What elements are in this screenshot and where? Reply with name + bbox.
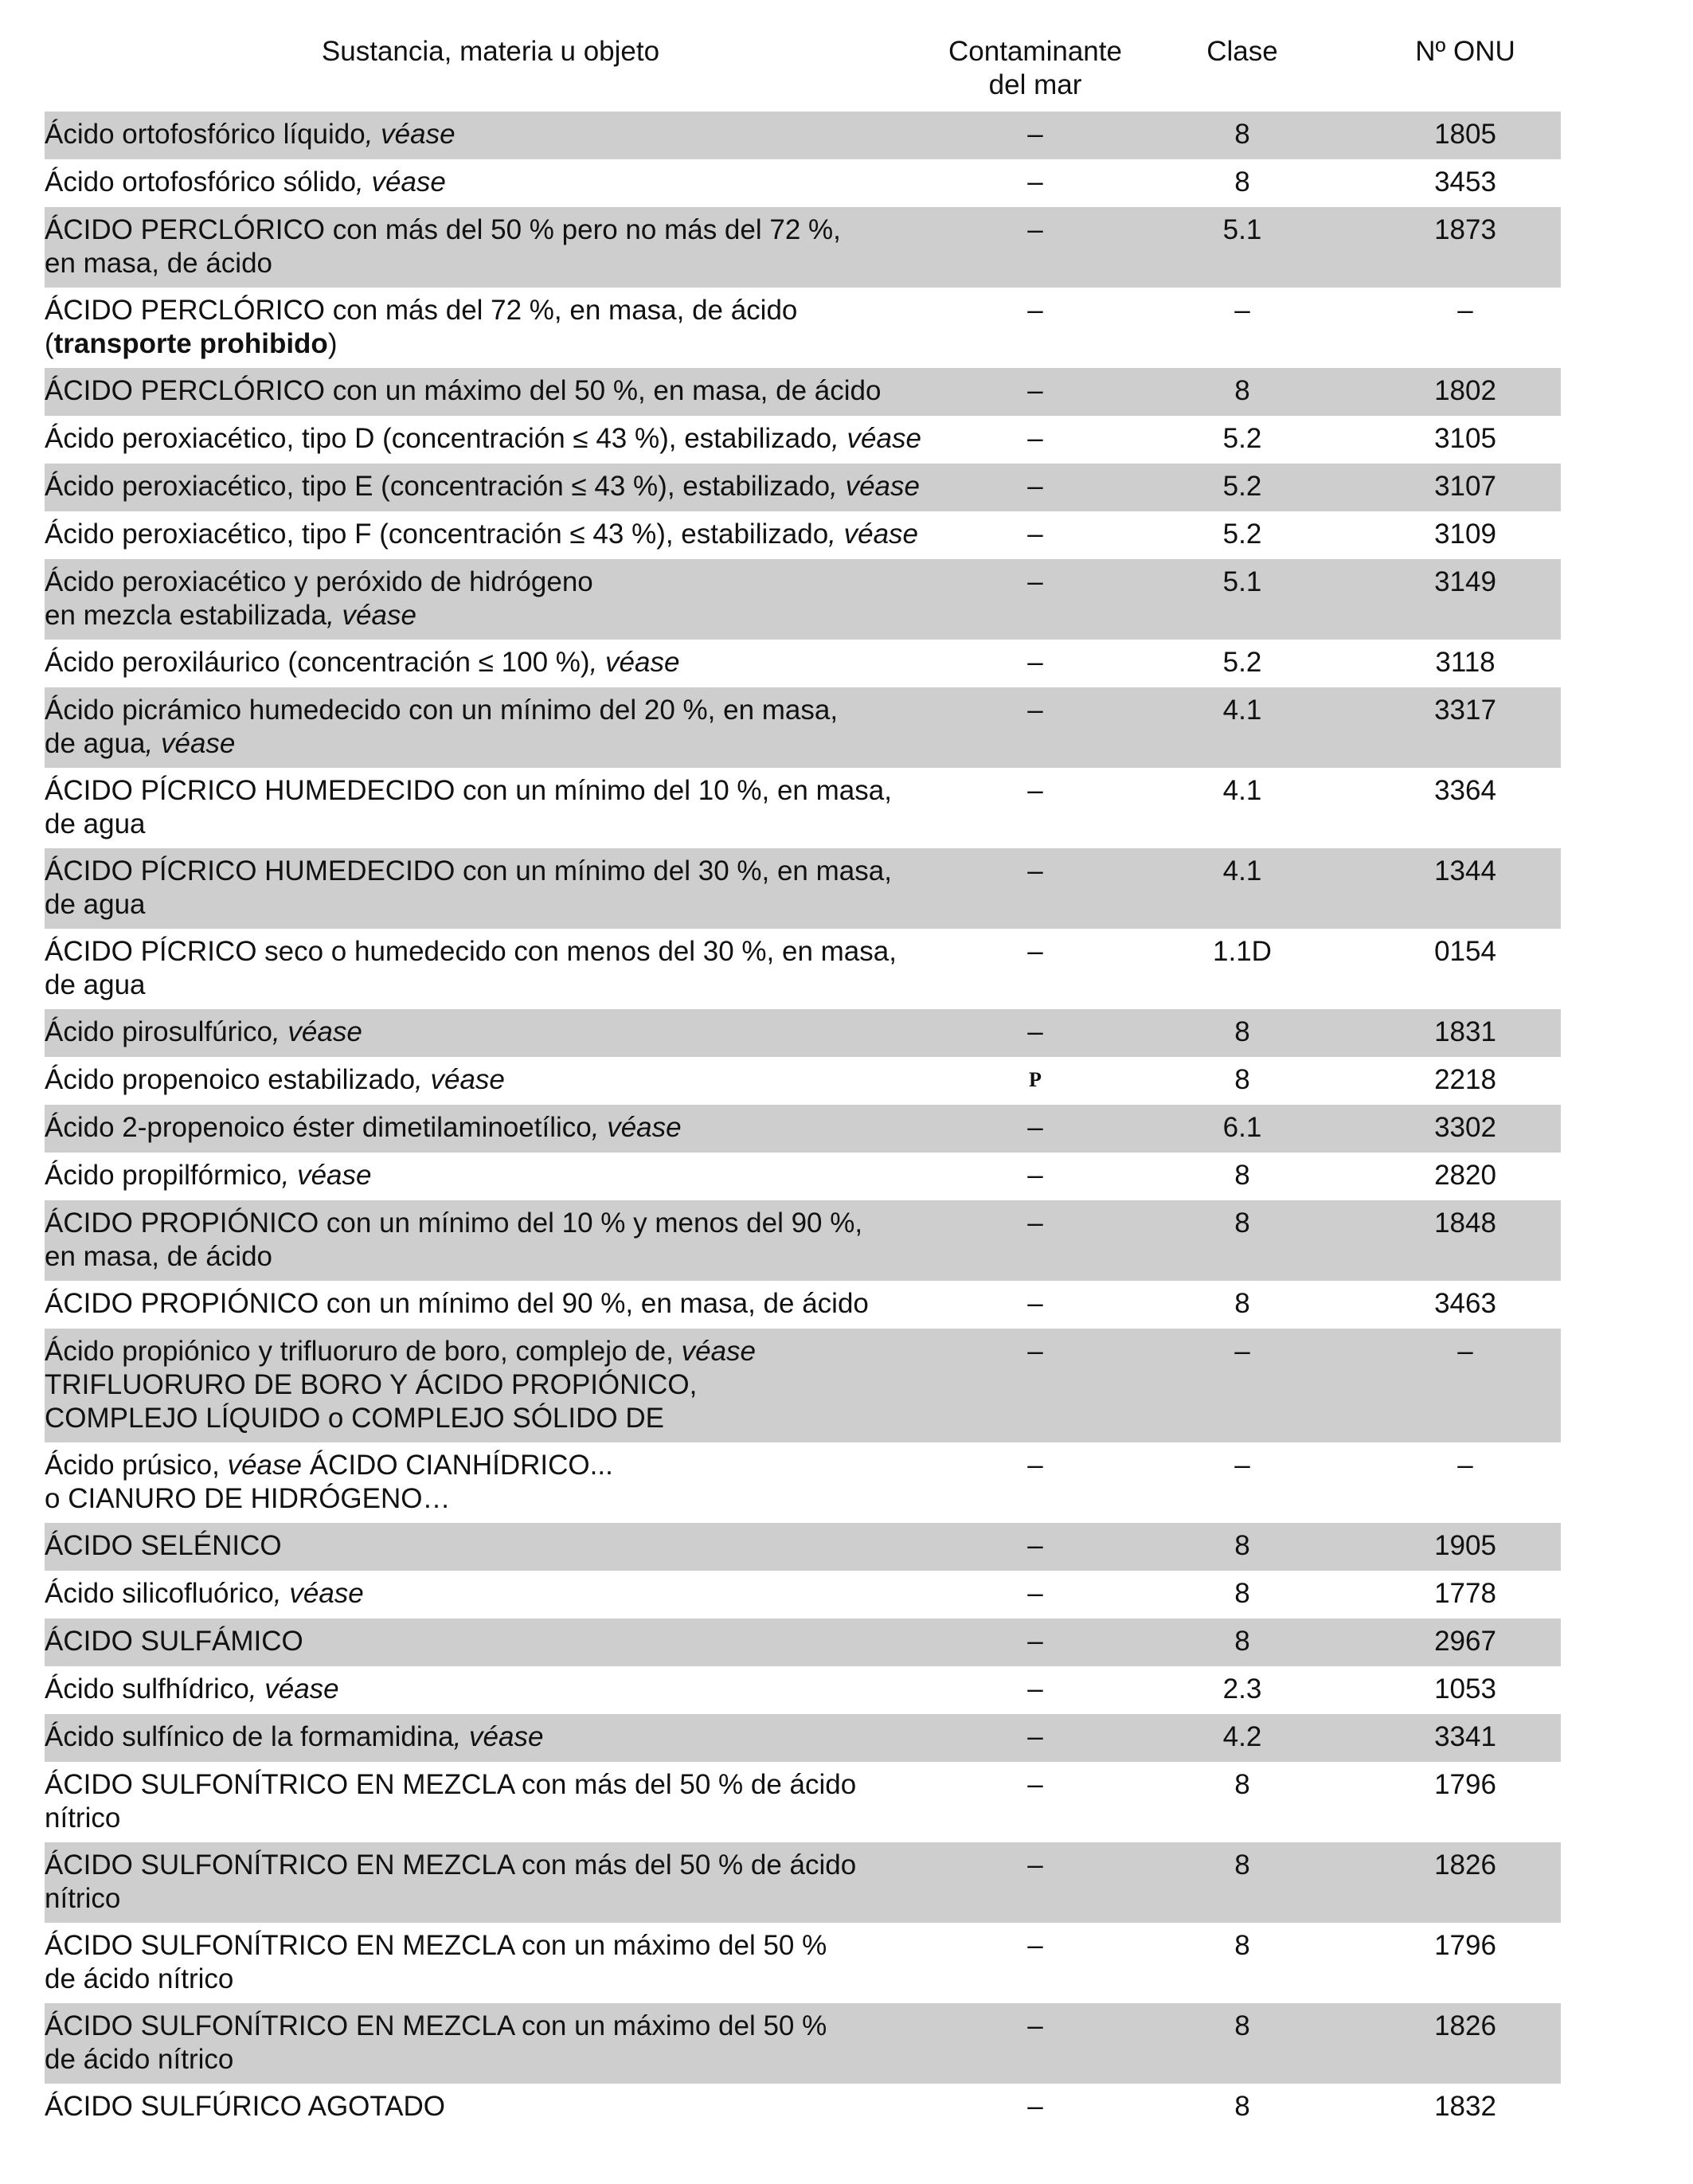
substance-text: Ácido peroxiacético, tipo F (concentración ≤ 43 %), estabilizado [45, 519, 829, 550]
substance-text: ÁCIDO PÍCRICO HUMEDECIDO con un mínimo del 10 %, en masa, [45, 775, 892, 806]
substance-line [45, 808, 936, 841]
substance-text: en masa, de ácido [45, 1241, 273, 1272]
un-number-cell: 1805 [1434, 119, 1496, 150]
substance-line [45, 1882, 936, 1916]
substance-text: véase [227, 1450, 302, 1481]
marine-pollutant-cell: – [1027, 119, 1043, 150]
substance-table [45, 112, 1561, 2131]
substance-text: ÁCIDO PROPIÓNICO con un mínimo del 10 % y menos del 90 %, [45, 1207, 863, 1239]
substance-cell [45, 1449, 936, 1516]
marine-pollutant-cell: – [1027, 647, 1043, 678]
class-cell: 8 [1234, 166, 1250, 198]
substance-text: ÁCIDO SULFONÍTRICO EN MEZCLA con un máximo del 50 % [45, 2010, 827, 2041]
marine-pollutant-cell: – [1027, 1207, 1043, 1239]
substance-cell [45, 470, 936, 503]
class-cell: 8 [1234, 1207, 1250, 1239]
substance-line [45, 327, 936, 361]
class-cell: 8 [1234, 2010, 1250, 2041]
marine-pollutant-cell: – [1027, 1626, 1043, 1657]
substance-text: ÁCIDO CIANHÍDRICO... [301, 1450, 613, 1481]
column-header-un-number: Nº ONU [1415, 36, 1515, 67]
substance-text: nítrico [45, 1883, 121, 1914]
substance-line [45, 599, 936, 632]
table-row [45, 1057, 1561, 1105]
substance-text: , véase [365, 119, 456, 150]
column-header-substance: Sustancia, materia u objeto [321, 36, 660, 67]
substance-cell [45, 118, 936, 151]
un-number-cell: 1832 [1434, 2091, 1496, 2122]
class-cell: 8 [1234, 1160, 1250, 1191]
table-row [45, 640, 1561, 687]
class-cell: 1.1D [1213, 936, 1272, 967]
marine-pollutant-cell: – [1027, 1336, 1043, 1367]
substance-text: TRIFLUORURO DE BORO Y ÁCIDO PROPIÓNICO, [45, 1369, 698, 1400]
substance-cell [45, 213, 936, 280]
substance-line [45, 727, 936, 761]
substance-line [45, 1768, 936, 1802]
un-number-cell: 3118 [1435, 647, 1496, 678]
substance-cell [45, 774, 936, 841]
substance-text: ÁCIDO PÍCRICO seco o humedecido con menos del 30 %, en masa, [45, 936, 897, 967]
substance-text: transporte prohibido [53, 328, 328, 359]
substance-line [45, 374, 936, 408]
substance-cell [45, 1063, 936, 1097]
un-number-cell: 1796 [1434, 1930, 1496, 1961]
marine-pollutant-mark: P [1029, 1068, 1042, 1091]
class-cell: 8 [1234, 375, 1250, 406]
marine-pollutant-cell: – [1027, 214, 1043, 245]
substance-cell [45, 166, 936, 199]
table-row [45, 768, 1561, 848]
substance-line [45, 1207, 936, 1240]
substance-text: Ácido propenoico estabilizado [45, 1064, 416, 1095]
table-row [45, 1923, 1561, 2003]
un-number-cell: 3109 [1434, 519, 1496, 550]
substance-text: , véase [831, 423, 921, 454]
substance-cell [45, 374, 936, 408]
un-number-cell: 3453 [1434, 166, 1496, 198]
substance-line [45, 888, 936, 922]
marine-pollutant-cell: – [1027, 775, 1043, 806]
substance-cell [45, 2090, 936, 2123]
class-cell: 5.1 [1222, 566, 1262, 597]
substance-text: ÁCIDO PÍCRICO HUMEDECIDO con un mínimo del 30 %, en masa, [45, 855, 892, 887]
substance-text: Ácido peroxiacético, tipo D (concentración ≤ 43 %), estabilizado [45, 423, 832, 454]
substance-text: ÁCIDO PERCLÓRICO con más del 72 %, en masa, de ácido [45, 295, 798, 326]
substance-text: Ácido sulfínico de la formamidina [45, 1721, 454, 1752]
marine-pollutant-cell: – [1027, 375, 1043, 406]
class-cell: 8 [1234, 1578, 1250, 1609]
substance-text: nítrico [45, 1802, 121, 1834]
substance-line [45, 470, 936, 503]
un-number-cell: 1826 [1434, 1849, 1496, 1881]
substance-text: de agua [45, 969, 146, 1000]
marine-pollutant-cell: – [1027, 1930, 1043, 1961]
substance-text: ÁCIDO SULFONÍTRICO EN MEZCLA con más del 50 % de ácido [45, 1769, 857, 1800]
class-cell: 8 [1234, 1930, 1250, 1961]
marine-pollutant-cell: – [1027, 1578, 1043, 1609]
substance-line [45, 1929, 936, 1963]
un-number-cell: 0154 [1434, 936, 1496, 967]
substance-text: COMPLEJO LÍQUIDO o COMPLEJO SÓLIDO DE [45, 1403, 664, 1434]
un-number-cell: 3302 [1434, 1112, 1496, 1143]
un-number-cell: 1831 [1434, 1016, 1496, 1047]
substance-cell [45, 1335, 936, 1435]
class-cell: 8 [1234, 1769, 1250, 1800]
table-row [45, 2003, 1561, 2084]
substance-line [45, 1963, 936, 1996]
substance-line [45, 969, 936, 1002]
table-row [45, 1618, 1561, 1666]
substance-line [45, 118, 936, 151]
substance-line [45, 1449, 936, 1482]
substance-line [45, 1111, 936, 1145]
un-number-cell: 1778 [1434, 1578, 1496, 1609]
substance-text: ) [327, 328, 338, 359]
substance-text: ÁCIDO PROPIÓNICO con un mínimo del 90 %, en masa, de ácido [45, 1288, 869, 1319]
marine-pollutant-cell: – [1027, 1673, 1043, 1705]
table-row [45, 511, 1561, 559]
table-row [45, 207, 1561, 288]
table-row [45, 1842, 1561, 1923]
substance-line [45, 1402, 936, 1435]
un-number-cell: 3317 [1434, 695, 1496, 726]
class-cell: – [1234, 1450, 1250, 1481]
substance-cell [45, 1159, 936, 1192]
substance-line [45, 1529, 936, 1563]
class-cell: 4.1 [1222, 775, 1262, 806]
substance-text: Ácido peroxiacético y peróxido de hidrógeno [45, 566, 593, 597]
substance-text: Ácido peroxiacético, tipo E (concentración ≤ 43 %), estabilizado [45, 471, 831, 502]
substance-line [45, 566, 936, 599]
un-number-cell: 3364 [1434, 775, 1496, 806]
marine-pollutant-cell: – [1027, 1112, 1043, 1143]
un-number-cell: – [1457, 1450, 1473, 1481]
table-row [45, 288, 1561, 368]
class-cell: 8 [1234, 1064, 1250, 1095]
substance-text: de agua [45, 889, 146, 920]
substance-cell [45, 566, 936, 632]
substance-line [45, 694, 936, 727]
table-row [45, 1200, 1561, 1281]
class-cell: 5.2 [1222, 519, 1262, 550]
marine-pollutant-cell: – [1027, 1288, 1043, 1319]
substance-line [45, 1368, 936, 1402]
substance-text: Ácido peroxiláurico (concentración ≤ 100 %) [45, 647, 590, 678]
table-row [45, 368, 1561, 416]
class-cell: 8 [1234, 1530, 1250, 1561]
column-header-marine-pollutant-line2: del mar [988, 69, 1082, 100]
substance-cell [45, 1287, 936, 1321]
marine-pollutant-cell: – [1027, 1450, 1043, 1481]
class-cell: 8 [1234, 1288, 1250, 1319]
class-cell: 2.3 [1222, 1673, 1262, 1705]
marine-pollutant-cell [916, 1063, 1155, 1099]
column-header-class: Clase [1206, 36, 1278, 67]
substance-line [45, 518, 936, 551]
substance-line [45, 213, 936, 247]
table-row [45, 1105, 1561, 1153]
substance-text: , véase [248, 1673, 339, 1705]
substance-line [45, 1335, 936, 1368]
un-number-cell: 3341 [1434, 1721, 1496, 1752]
substance-text: Ácido propilfórmico [45, 1160, 282, 1191]
substance-text: Ácido ortofosfórico líquido [45, 119, 366, 150]
class-cell: 8 [1234, 2091, 1250, 2122]
un-number-cell: 1344 [1434, 855, 1496, 887]
substance-line [45, 1577, 936, 1611]
table-row [45, 1153, 1561, 1200]
class-cell: 8 [1234, 1849, 1250, 1881]
substance-text: , véase [281, 1160, 372, 1191]
table-row [45, 848, 1561, 929]
class-cell: – [1234, 1336, 1250, 1367]
substance-text: , véase [272, 1016, 362, 1047]
substance-cell [45, 1577, 936, 1611]
substance-cell [45, 1768, 936, 1835]
substance-line [45, 1802, 936, 1835]
substance-line [45, 646, 936, 679]
table-row [45, 1523, 1561, 1571]
substance-text: ÁCIDO SULFÚRICO AGOTADO [45, 2091, 446, 2122]
substance-text: Ácido pirosulfúrico [45, 1016, 272, 1047]
un-number-cell: – [1457, 295, 1473, 326]
substance-cell [45, 294, 936, 361]
marine-pollutant-cell: – [1027, 423, 1043, 454]
substance-cell [45, 1111, 936, 1145]
substance-text: , véase [326, 600, 416, 631]
class-cell: 4.1 [1222, 855, 1262, 887]
table-row [45, 1009, 1561, 1057]
column-header-marine-pollutant-line1: Contaminante [948, 36, 1122, 67]
un-number-cell: 3105 [1434, 423, 1496, 454]
substance-cell [45, 2010, 936, 2076]
substance-line [45, 935, 936, 969]
marine-pollutant-cell: – [1027, 1530, 1043, 1561]
class-cell: 4.1 [1222, 695, 1262, 726]
class-cell: 6.1 [1222, 1112, 1262, 1143]
substance-text: ÁCIDO SULFONÍTRICO EN MEZCLA con más del 50 % de ácido [45, 1849, 857, 1881]
substance-line [45, 2090, 936, 2123]
substance-text: ÁCIDO SELÉNICO [45, 1530, 282, 1561]
table-row [45, 464, 1561, 511]
substance-text: Ácido sulfhídrico [45, 1673, 249, 1705]
substance-cell [45, 1529, 936, 1563]
substance-cell [45, 646, 936, 679]
table-row [45, 159, 1561, 207]
class-cell: 5.2 [1222, 423, 1262, 454]
un-number-cell: 2967 [1434, 1626, 1496, 1657]
class-cell: 5.1 [1222, 214, 1262, 245]
substance-cell [45, 1720, 936, 1754]
substance-text: Ácido silicofluórico [45, 1578, 274, 1609]
substance-text: de agua [45, 808, 146, 840]
class-cell: 8 [1234, 1626, 1250, 1657]
table-row [45, 1329, 1561, 1442]
substance-text: de ácido nítrico [45, 2044, 234, 2075]
un-number-cell: 1873 [1434, 214, 1496, 245]
substance-text: , véase [453, 1721, 544, 1752]
table-row [45, 112, 1561, 159]
substance-text: Ácido prúsico, [45, 1450, 228, 1481]
table-row [45, 1714, 1561, 1762]
substance-cell [45, 694, 936, 761]
substance-cell [45, 1673, 936, 1706]
substance-line [45, 2043, 936, 2076]
marine-pollutant-cell: – [1027, 855, 1043, 887]
marine-pollutant-cell: – [1027, 166, 1043, 198]
substance-line [45, 1240, 936, 1274]
un-number-cell: 1053 [1434, 1673, 1496, 1705]
substance-cell [45, 518, 936, 551]
un-number-cell: 1802 [1434, 375, 1496, 406]
table-row [45, 416, 1561, 464]
substance-cell [45, 1929, 936, 1996]
table-row [45, 929, 1561, 1009]
marine-pollutant-cell: – [1027, 1016, 1043, 1047]
class-cell: 5.2 [1222, 647, 1262, 678]
marine-pollutant-cell: – [1027, 1849, 1043, 1881]
substance-text: , véase [356, 166, 446, 198]
substance-text: , véase [145, 728, 236, 759]
marine-pollutant-cell: – [1027, 295, 1043, 326]
substance-text: , véase [415, 1064, 505, 1095]
substance-cell [45, 1849, 936, 1916]
substance-cell [45, 1016, 936, 1049]
class-cell: 4.2 [1222, 1721, 1262, 1752]
substance-line [45, 1482, 936, 1516]
un-number-cell: 2218 [1434, 1064, 1496, 1095]
class-cell: – [1234, 295, 1250, 326]
substance-line [45, 1625, 936, 1658]
un-number-cell: – [1457, 1336, 1473, 1367]
substance-line [45, 1016, 936, 1049]
substance-cell [45, 1207, 936, 1274]
substance-text: ÁCIDO SULFONÍTRICO EN MEZCLA con un máximo del 50 % [45, 1930, 827, 1961]
substance-text: , véase [591, 1112, 682, 1143]
marine-pollutant-cell: – [1027, 2010, 1043, 2041]
marine-pollutant-cell: – [1027, 936, 1043, 967]
marine-pollutant-cell: – [1027, 471, 1043, 502]
substance-text: , véase [830, 471, 920, 502]
substance-line [45, 166, 936, 199]
substance-line [45, 1287, 936, 1321]
substance-text: Ácido ortofosfórico sólido [45, 166, 357, 198]
table-row [45, 1281, 1561, 1329]
marine-pollutant-cell: – [1027, 695, 1043, 726]
substance-line [45, 1673, 936, 1706]
un-number-cell: 2820 [1434, 1160, 1496, 1191]
un-number-cell: 3149 [1434, 566, 1496, 597]
substance-line [45, 1063, 936, 1097]
un-number-cell: 1796 [1434, 1769, 1496, 1800]
substance-cell [45, 422, 936, 456]
un-number-cell: 1848 [1434, 1207, 1496, 1239]
class-cell: 8 [1234, 119, 1250, 150]
substance-text: , véase [589, 647, 680, 678]
un-number-cell: 3107 [1434, 471, 1496, 502]
un-number-cell: 1826 [1434, 2010, 1496, 2041]
substance-text: Ácido propiónico y trifluoruro de boro, complejo de, [45, 1336, 682, 1367]
table-row [45, 559, 1561, 640]
column-header-marine-pollutant [916, 35, 1155, 102]
substance-text: ( [45, 328, 54, 359]
table-row [45, 1571, 1561, 1618]
table-row [45, 1442, 1561, 1523]
substance-text: en mezcla estabilizada [45, 600, 327, 631]
substance-text: o CIANURO DE HIDRÓGENO… [45, 1483, 451, 1514]
marine-pollutant-cell: – [1027, 566, 1043, 597]
table-row [45, 1666, 1561, 1714]
marine-pollutant-cell: – [1027, 1160, 1043, 1191]
substance-line [45, 855, 936, 888]
substance-text: ÁCIDO PERCLÓRICO con más del 50 % pero no más del 72 %, [45, 214, 841, 245]
substance-text: Ácido picrámico humedecido con un mínimo del 20 %, en masa, [45, 695, 839, 726]
class-cell: 8 [1234, 1016, 1250, 1047]
substance-line [45, 294, 936, 327]
un-number-cell: 1905 [1434, 1530, 1496, 1561]
table-row [45, 687, 1561, 768]
substance-cell [45, 935, 936, 1002]
marine-pollutant-cell: – [1027, 2091, 1043, 2122]
substance-line [45, 422, 936, 456]
substance-line [45, 247, 936, 280]
substance-text: véase [681, 1336, 757, 1367]
substance-cell [45, 1625, 936, 1658]
substance-text: de ácido nítrico [45, 1963, 234, 1994]
substance-line [45, 1849, 936, 1882]
substance-line [45, 1720, 936, 1754]
substance-line [45, 2010, 936, 2043]
substance-text: ÁCIDO SULFÁMICO [45, 1626, 303, 1657]
table-row [45, 2084, 1561, 2131]
marine-pollutant-cell: – [1027, 1769, 1043, 1800]
substance-cell [45, 855, 936, 922]
table-row [45, 1762, 1561, 1842]
substance-text: ÁCIDO PERCLÓRICO con un máximo del 50 %, en masa, de ácido [45, 375, 882, 406]
substance-text: , véase [828, 519, 919, 550]
class-cell: 5.2 [1222, 471, 1262, 502]
substance-line [45, 1159, 936, 1192]
substance-text: , véase [273, 1578, 364, 1609]
substance-line [45, 774, 936, 808]
marine-pollutant-cell: – [1027, 1721, 1043, 1752]
marine-pollutant-cell: – [1027, 519, 1043, 550]
substance-text: de agua [45, 728, 146, 759]
substance-text: en masa, de ácido [45, 248, 273, 279]
un-number-cell: 3463 [1434, 1288, 1496, 1319]
substance-text: Ácido 2-propenoico éster dimetilaminoetílico [45, 1112, 592, 1143]
